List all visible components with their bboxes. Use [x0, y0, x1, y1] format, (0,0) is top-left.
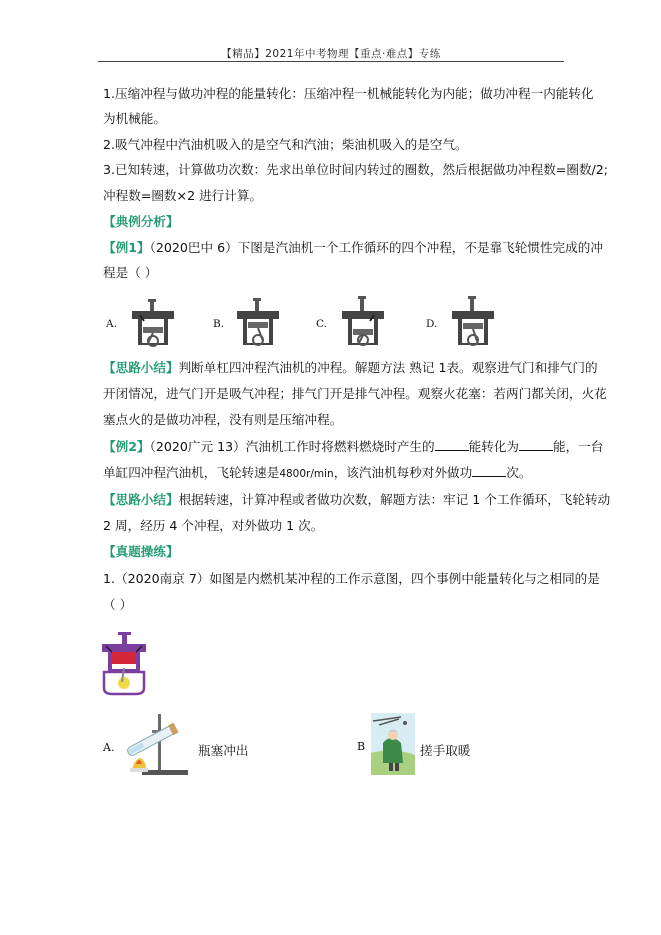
header-rule: [98, 61, 564, 62]
example-1-tag: 【例1】: [103, 240, 150, 255]
choice-b-text: 搓手取暖: [420, 743, 471, 758]
section-title-practice: 【真题操练】: [103, 544, 179, 559]
summary-2-tag: 【思路小结】: [103, 492, 179, 507]
example-2-text-e: ，该汽油机每秒对外做功: [333, 465, 473, 480]
engine-stroke-b-figure: [229, 295, 287, 347]
example-2-tag: 【例2】: [103, 439, 150, 454]
option-c-label: C.: [316, 318, 327, 330]
example-1-line2: 程是（ ）: [103, 265, 158, 280]
option-b-label: B.: [213, 318, 225, 330]
summary-2-line1: [103, 492, 610, 508]
example-1-line1: [103, 240, 603, 256]
example-2-text-f: 次。: [506, 465, 532, 480]
note-3a: 3.已知转速，计算做功次数：先求出单位时间内转过的圈数，然后根据做功冲程数=圈数/2;: [103, 162, 609, 177]
flywheel-speed: 4800r/min: [279, 468, 334, 480]
summary-1-line2: 开闭情况，进气门开是吸气冲程；排气门开是排气冲程。观察火花塞：若两门都关闭，火花: [103, 386, 607, 401]
rubbing-hands-figure: [371, 713, 415, 775]
example-1-text: （2020巴中 6）下图是汽油机一个工作循环的四个冲程，不是靠飞轮惯性完成的冲: [149, 240, 603, 255]
engine-stroke-c-figure: [334, 293, 392, 347]
example-2-line2: [103, 465, 531, 482]
engine-stroke-d-figure: [444, 293, 502, 347]
engine-stroke-a-figure: [124, 297, 182, 347]
option-a-label: A.: [106, 318, 117, 330]
page-header: 【精品】2021年中考物理【重点·难点】专练: [221, 48, 441, 60]
question-1-line1: 1.（2020南京 7）如图是内燃机某冲程的工作示意图，四个事例中能量转化与之相同的是: [103, 571, 600, 586]
note-1b: 为机械能。: [103, 111, 166, 126]
option-d-label: D.: [426, 318, 438, 330]
answer-blank-2[interactable]: [519, 439, 553, 451]
example-2-text-c: 能，一台: [552, 439, 604, 454]
summary-1-line1: [103, 360, 598, 376]
test-tube-heating-figure: [122, 712, 194, 778]
choice-b-label: B: [357, 740, 366, 753]
example-2-line1: [103, 439, 603, 455]
summary-2-text: 根据转速，计算冲程或者做功次数，解题方法：牢记 1 个工作循环，飞轮转动: [178, 492, 611, 507]
example-2-text-d: 单缸四冲程汽油机，飞轮转速是: [103, 465, 280, 480]
choice-a-text: 瓶塞冲出: [198, 743, 249, 758]
question-1-line2: （ ）: [103, 597, 133, 612]
summary-2-line2: 2 周，经历 4 个冲程，对外做功 1 次。: [103, 518, 324, 533]
answer-blank-3[interactable]: [472, 465, 506, 477]
section-title-analysis: 【典例分析】: [103, 214, 179, 229]
choice-a-label: A.: [103, 741, 115, 754]
summary-1-tag: 【思路小结】: [103, 360, 179, 375]
summary-1-line3: 塞点火的是做功冲程，没有则是压缩冲程。: [103, 412, 343, 427]
engine-diagram-figure: [100, 630, 148, 696]
note-3b: 冲程数=圈数×2 进行计算。: [103, 188, 263, 203]
answer-blank-1[interactable]: [435, 439, 469, 451]
note-1a: 1.压缩冲程与做功冲程的能量转化：压缩冲程一机械能转化为内能；做功冲程一内能转化: [103, 86, 594, 101]
note-2: 2.吸气冲程中汽油机吸入的是空气和汽油；柴油机吸入的是空气。: [103, 137, 468, 152]
summary-1-text: 判断单杠四冲程汽油机的冲程。解题方法 熟记 1表。观察进气门和排气门的: [178, 360, 598, 375]
example-2-text-a: （2020广元 13）汽油机工作时将燃料燃烧时产生的: [149, 439, 435, 454]
example-2-text-b: 能转化为: [468, 439, 519, 454]
